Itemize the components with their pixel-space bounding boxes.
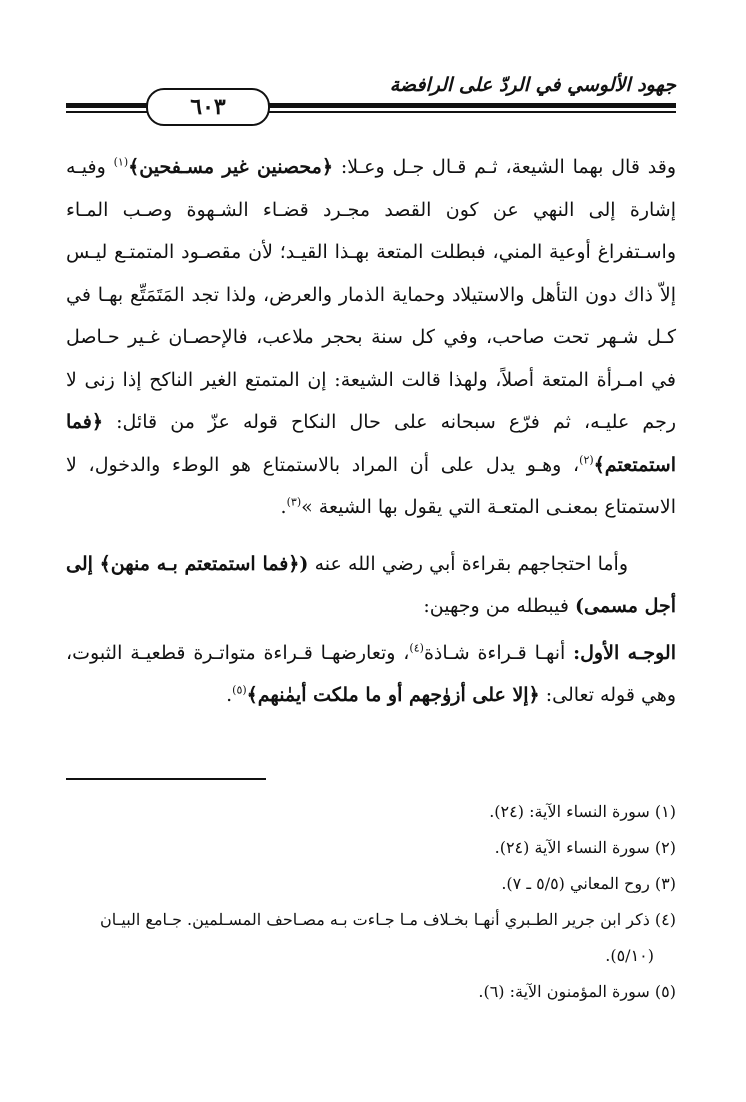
text-run: ، وهـو يدل على أن المراد بالاستمتاع هو الوطء والدخول، لا الاستمتاع بمعنـى المتعـة التي يقول بها الشيعة » xyxy=(66,453,676,518)
paragraph-2 xyxy=(66,543,676,628)
footnote-4-continued: (٥/١٠). xyxy=(605,946,654,965)
text-run: وقد قال بهما الشيعة، ثـم قـال جـل وعـلا: xyxy=(333,156,676,178)
footnote-2: (٢) سورة النساء الآية (٢٤). xyxy=(494,838,676,857)
text-run: ، وتعارضهـا قـراءة متواتـرة قطعيـة الثبوت، وهي قوله تعالى: xyxy=(66,641,676,706)
footnote-1: (١) سورة النساء الآية: (٢٤). xyxy=(489,802,676,821)
footnote-3: (٣) روح المعاني (٥/٥ ـ ٧). xyxy=(501,874,676,893)
paragraph-1 xyxy=(66,146,676,529)
text-run: . xyxy=(226,684,233,706)
footnote-ref[interactable]: (٥) xyxy=(232,683,247,697)
quran-quote: ﴿محصنين غير مسـفحين﴾ xyxy=(128,156,333,178)
quran-quote: ﴿إلا على أزوٰجهم أو ما ملكت أيمٰنهم﴾ xyxy=(246,684,540,706)
footnote-4: (٤) ذكر ابن جرير الطـبري أنهـا بخـلاف مـا جـاءت بـه مصـاحف المسـلمين. جـامع البيـان xyxy=(100,910,676,929)
page-number: ٦٠٣ xyxy=(146,88,270,126)
section-label: الوجـه الأول: xyxy=(573,641,677,664)
main-text xyxy=(66,146,676,717)
text-run: وفيـه إشارة إلى النهي عن كون القصد مجـرد قضـاء الشـهوة وصـب المـاء واسـتفراغ أوعية المني، فبطلت المتعة بهـذا القيـد؛ لأن مقصـود المتمتـع ليـس إلاّ ذاك دون التأهل والاستيلاد وحماية الذمار والعرض، ولذا تجد المَتَمَتِّع بهـا في كـل شـهر تحت صاحب، وفي كل سنة بحجر ملاعب، فالإحصـان غـير حـاصل في امـرأة المتعة أصلاً، ولهذا قالت الشيعة: إن المتمتع الغير الناكح إذا زنى لا رجم عليـه، ثم فرّع سبحانه على حال النكاح قوله عزّ من قائل: xyxy=(66,156,676,433)
footnote-ref[interactable]: (٤) xyxy=(409,641,424,655)
footnote-ref[interactable]: (١) xyxy=(113,155,129,169)
footnote-ref[interactable]: (٣) xyxy=(286,495,302,509)
text-run: وأما احتجاجهم بقراءة أبي رضي الله عنه xyxy=(308,552,628,575)
text-run: فيبطله من وجهين: xyxy=(423,595,576,617)
footnotes xyxy=(66,794,676,1010)
footnote-5: (٥) سورة المؤمنون الآية: (٦). xyxy=(478,982,676,1001)
text-run: أنهـا قـراءة شـاذة xyxy=(423,641,574,664)
quran-quote: (﴿فما استمتعتم بـه منهن﴾ إلى أجل مسمى) xyxy=(66,552,676,617)
quran-quote: ﴿فما استمتعتم﴾ xyxy=(66,411,676,476)
footnote-ref[interactable]: (٢) xyxy=(579,453,594,467)
footnote-separator xyxy=(66,778,266,780)
text-run: . xyxy=(280,496,287,518)
running-title: جهود الألوسي في الردّ على الرافضة xyxy=(389,74,676,96)
paragraph-3 xyxy=(66,632,676,717)
page-header xyxy=(66,70,676,126)
